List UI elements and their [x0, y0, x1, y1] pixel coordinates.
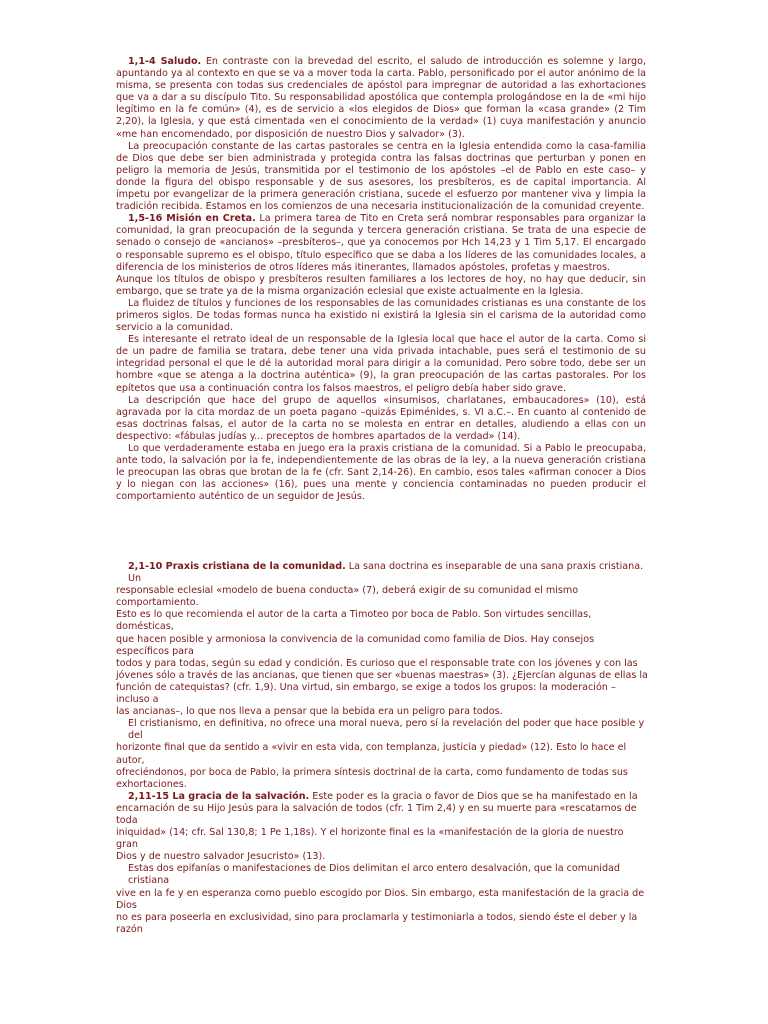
- line: [116, 791, 676, 803]
- paragraph-saludo: [116, 56, 646, 141]
- line-text: La sana doctrina es inseparable de una sana praxis cristiana.: [345, 561, 644, 572]
- line: gran: [116, 839, 138, 851]
- line: que hacen posible y armoniosa la convivencia de la comunidad como familia de Dios. Hay consejos: [116, 633, 595, 645]
- line: razón: [116, 923, 143, 935]
- line: Esto es lo que recomienda el autor de la carta a Timoteo por boca de Pablo. Son virtudes sencillas,: [116, 609, 592, 621]
- line: no es para poseerla en exclusividad, sino para proclamarla y testimoniarla a todos, siendo éste el deber y la: [116, 911, 638, 923]
- section-heading: 2,1-10 Praxis cristiana de la comunidad.: [128, 561, 346, 572]
- paragraph: Aunque los títulos de obispo y presbíteros resulten familiares a los lectores de hoy, no hay que deducir, sin embargo, que se trate ya de la misma organización eclesial que existe actualmente en la Iglesia.: [116, 273, 646, 297]
- line: toda: [116, 814, 138, 826]
- line: Un: [128, 573, 142, 585]
- line: todos y para todas, según su edad y condición. Es curioso que el responsable trate con los jóvenes y con las: [116, 657, 638, 669]
- section-heading: 1,5-16 Misión en Creta.: [128, 213, 256, 225]
- line: horizonte final que da sentido a «vivir en esta vida, con templanza, justicia y piedad» (12). Esto lo hace el: [116, 742, 627, 754]
- line: Dios y de nuestro salvador Jesucristo» (13).: [116, 851, 326, 863]
- line-text: Este poder es la gracia o favor de Dios que se ha manifestado en la: [309, 790, 638, 802]
- paragraph: La preocupación constante de las cartas pastorales se centra en la Iglesia entendida como la casa-familia de Dios que debe ser bien administrada y protegida contra las falsas doctrinas que perturban y ponen en peligro la memoria de Jesús, transmitida por el testimonio de los apóstoles –el de Pablo en este caso– y donde la figura del obispo responsable y de sus asesores, los presbíteros, es de capital importancia. Al ímpetu por evangelizar de la primera generación cristiana, sucede el esfuerzo por mantener viva y limpia la tradición recibida. Estamos en los comienzos de una necesaria institucionalización de la comunidad creyente.: [116, 140, 646, 213]
- line: encarnación de su Hijo Jesús para la salvación de todos (cfr. 1 Tim 2,4) y en su muerte para «rescatarnos de: [116, 802, 637, 814]
- line: del: [128, 730, 143, 742]
- line: cristiana: [128, 875, 170, 887]
- paragraph-mision: [116, 213, 646, 273]
- line: las ancianas–, lo que nos lleva a pensar que la bebida era un peligro para todos.: [116, 706, 503, 718]
- document-body: [116, 56, 646, 503]
- line: exhortaciones.: [116, 778, 187, 790]
- line: [116, 561, 676, 573]
- paragraph-text: La primera tarea de Tito en Creta será nombrar responsables para organizar la comunidad, la gran preocupación de la segunda y tercera generación cristiana. Se trata de una especie de senado o consejo de «ancianos» –presbíteros–, que ya conocemos por Hch 14,23 y 1 Tim 5,17. El encargado o responsable supremo es el obispo, título específico que se daba a los líderes de las comunidades locales, a diferencia de los ministerios de otros líderes más itinerantes, llamados apóstoles, profetas y maestros.: [116, 213, 646, 273]
- line: comportamiento.: [116, 597, 199, 609]
- line: Dios: [116, 899, 137, 911]
- section-heading: 2,11-15 La gracia de la salvación.: [128, 790, 310, 802]
- paragraph: La descripción que hace del grupo de aquellos «insumisos, charlatanes, embaucadores» (10), está agravada por la cita mordaz de un poeta pagano –quizás Epiménides, s. VI a.C.–. En cuanto al contenido de esas doctrinas falsas, el autor de la carta no se molesta en entrar en detalles, aludiendo a ellas con un despectivo: «fábulas judías y... preceptos de hombres apartados de la verdad» (14).: [116, 394, 646, 442]
- document-body-lower: [116, 561, 676, 936]
- paragraph: Lo que verdaderamente estaba en juego era la praxis cristiana de la comunidad. Si a Pablo le preocupaba, ante todo, la salvación por la fe, independientemente de las obras de la ley, a la nueva generación cristiana le preocupan las obras que brotan de la fe (cfr. Sant 2,14-26). En cambio, esos tales «afirman conocer a Dios y lo niegan con las acciones» (16), pues una mente y conciencia contaminadas no pueden producir el comportamiento auténtico de un seguidor de Jesús.: [116, 443, 646, 503]
- line: domésticas,: [116, 621, 174, 633]
- line: jóvenes sólo a través de las ancianas, que tienen que ser «buenas maestras» (3). ¿Ejercían algunas de ellas la: [116, 669, 648, 681]
- line: vive en la fe y en esperanza como pueblo escogido por Dios. Sin embargo, esta manifestación de la gracia de: [116, 887, 645, 899]
- line: responsable eclesial «modelo de buena conducta» (7), deberá exigir de su comunidad el mismo: [116, 585, 579, 597]
- line: autor,: [116, 754, 145, 766]
- line: incluso a: [116, 694, 159, 706]
- line: específicos para: [116, 645, 194, 657]
- paragraph-text: En contraste con la brevedad del escrito, el saludo de introducción es solemne y largo, apuntando ya al contexto en que se va a mover toda la carta. Pablo, personificado por el autor anónimo de la misma, se presenta con todas sus credenciales de apóstol para impregnar de autoridad a las exhortaciones que va a dar a su discípulo Tito. Su responsabilidad apostólica que contempla prologándose en la de «mi hijo legítimo en la fe común» (4), es de servicio a «los elegidos de Dios» que forman la «casa grande» (2 Tim 2,20), la Iglesia, y que está cimentada «en el conocimiento de la verdad» (1) cuya manifestación y anuncio «me han encomendado, por disposición de nuestro Dios y salvador» (3).: [116, 56, 646, 140]
- line: función de catequistas? (cfr. 1,9). Una virtud, sin embargo, se exige a todos los grupos: la moderación –: [116, 681, 616, 693]
- line: iniquidad» (14; cfr. Sal 130,8; 1 Pe 1,18s). Y el horizonte final es la «manifestación de la gloria de nuestro: [116, 827, 624, 839]
- section-heading: 1,1-4 Saludo.: [128, 56, 202, 67]
- line: El cristianismo, en definitiva, no ofrece una moral nueva, pero sí la revelación del poder que hace posible y: [128, 718, 645, 730]
- paragraph: Es interesante el retrato ideal de un responsable de la Iglesia local que hace el autor de la carta. Como si de un padre de familia se tratara, debe tener una vida privada intachable, pues será el testimonio de su integridad personal el que le dé la autoridad moral para dirigir a la comunidad. Pero sobre todo, debe ser un hombre «que se atenga a la doctrina auténtica» (9), la gran preocupación de las cartas pastorales. Por los epítetos que usa a continuación contra los falsos maestros, el peligro debía haber sido grave.: [116, 334, 646, 394]
- paragraph: La fluidez de títulos y funciones de los responsables de las comunidades cristianas es una constante de los primeros siglos. De todas formas nunca ha existido ni existirá la Iglesia sin el carisma de la autoridad como servicio a la comunidad.: [116, 297, 646, 334]
- line: Estas dos epifanías o manifestaciones de Dios delimitan el arco entero desalvación, que la comunidad: [128, 863, 621, 875]
- line: ofreciéndonos, por boca de Pablo, la primera síntesis doctrinal de la carta, como fundamento de todas sus: [116, 766, 628, 778]
